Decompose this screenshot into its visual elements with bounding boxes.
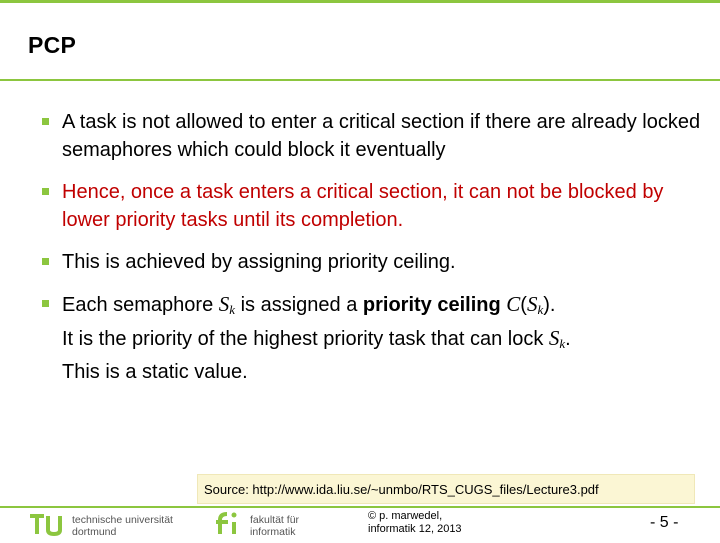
bullet-text-2: Hence, once a task enters a critical section, it can not be blocked by lower priority tasks until its completion. bbox=[62, 181, 664, 231]
bullet-text-4b: is assigned a bbox=[235, 294, 363, 316]
title-bar bbox=[0, 3, 720, 81]
ceiling-function: C bbox=[506, 292, 521, 316]
semaphore-symbol-arg: $S_k$ bbox=[526, 292, 544, 317]
slide-title: PCP bbox=[28, 32, 77, 58]
copyright-notice: © p. marwedel, informatik 12, 2013 bbox=[368, 510, 462, 535]
bullet-text-3: This is achieved by assigning priority ceiling. bbox=[62, 251, 456, 273]
bullet-list bbox=[42, 108, 702, 386]
bullet-item-2 bbox=[42, 178, 702, 234]
bullet-item-1 bbox=[42, 108, 702, 164]
tu-dortmund-logo-icon bbox=[28, 510, 68, 543]
source-citation: Source: http://www.ida.liu.se/~unmbo/RTS_CUGS_files/Lecture3.pdf bbox=[197, 474, 695, 504]
bullet-text-1: A task is not allowed to enter a critical section if there are already locked semaphores which could block it eventually bbox=[62, 111, 701, 161]
fakultaet-informatik-logo-icon bbox=[214, 510, 246, 543]
bullet-square-icon bbox=[42, 188, 49, 195]
fakultaet-informatik-label: fakultät für informatik bbox=[250, 514, 300, 538]
bullet-item-4: Each semaphore $S_k$ is assigned a priority ceiling $C(S_k)$. It is the priority of the highest priority task that can lock $S_k$. This is a static value. bbox=[42, 290, 702, 386]
priority-ceiling-term: priority ceiling bbox=[362, 294, 501, 316]
semaphore-symbol: $S_k$ bbox=[218, 292, 236, 317]
bullet-square-icon bbox=[42, 258, 49, 265]
bullet-text-4a: Each semaphore bbox=[62, 294, 219, 316]
bullet-item-3 bbox=[42, 248, 702, 276]
footer bbox=[0, 508, 720, 540]
page-number: - 5 - bbox=[650, 514, 679, 531]
semaphore-symbol-lock: $S_k$ bbox=[548, 326, 566, 351]
bullet-square-icon bbox=[42, 118, 49, 125]
bullet-text-4c: It is the priority of the highest priority task that can lock bbox=[62, 328, 549, 350]
bullet-text-4d: This is a static value. bbox=[62, 361, 248, 383]
bullet-square-icon bbox=[42, 300, 49, 307]
tu-dortmund-label: technische universität dortmund bbox=[72, 514, 173, 538]
